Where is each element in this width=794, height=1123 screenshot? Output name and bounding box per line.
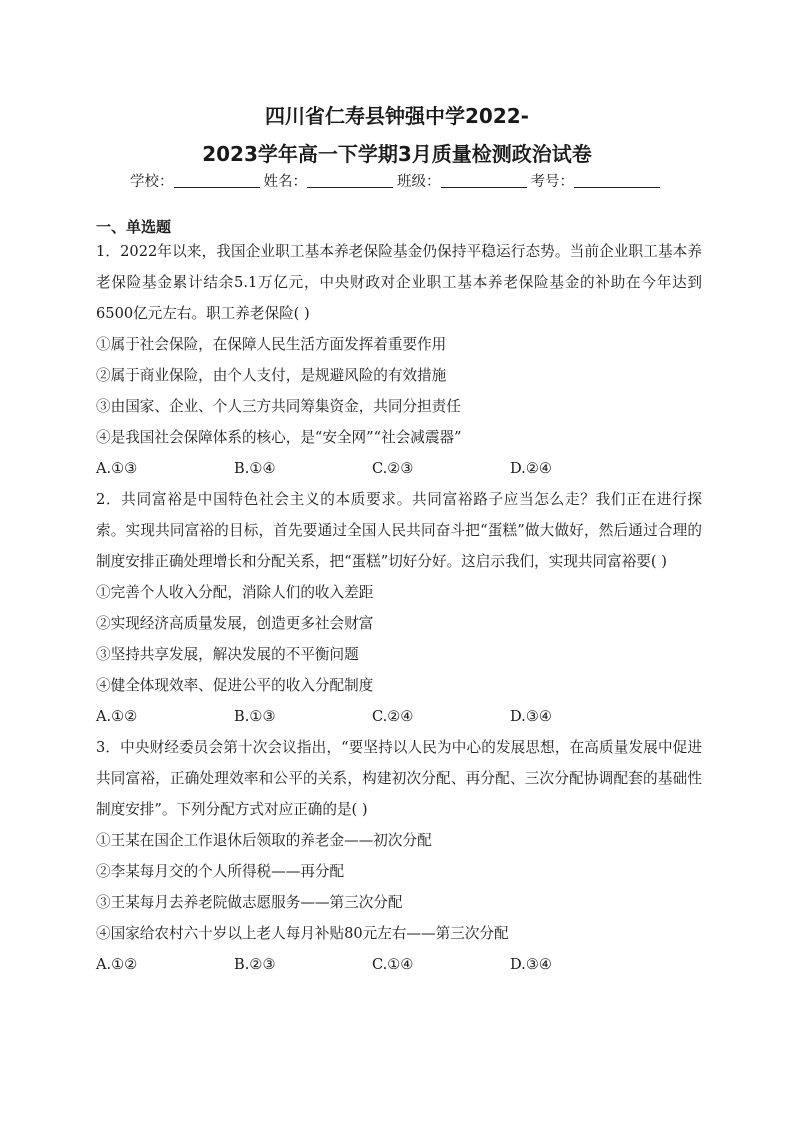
statement-item: ①属于社会保险，在保障人民生活方面发挥着重要作用: [96, 336, 447, 353]
question-1: [96, 236, 702, 484]
choice-c: C.②④: [372, 708, 414, 725]
school-label: 学校：: [130, 174, 174, 190]
choice-b: B.①④: [234, 460, 276, 477]
statement-item: ②实现经济高质量发展，创造更多社会财富: [96, 615, 374, 632]
choice-d: D.③④: [510, 708, 552, 725]
school-blank: [174, 173, 260, 188]
choice-b: B.②③: [234, 956, 276, 973]
statement-item: ③坚持共享发展，解决发展的不平衡问题: [96, 646, 359, 663]
choice-c: C.②③: [372, 460, 414, 477]
question-stem: 1．2022年以来，我国企业职工基本养老保险基金仍保持平稳运行态势。当前企业职工基本养老保险基金累计结余5.1万亿元，中央财政对企业职工基本养老保险基金的补助在今年达到6500亿元左右。职工养老保险( ): [96, 243, 702, 322]
choice-b: B.①③: [234, 708, 276, 725]
name-blank: [307, 173, 393, 188]
class-label: 班级：: [397, 174, 441, 190]
statement-item: ①王某在国企工作退休后领取的养老金——初次分配: [96, 832, 432, 849]
choice-d: D.③④: [510, 956, 552, 973]
answer-choices: [96, 701, 702, 732]
statement-item: ①完善个人收入分配，消除人们的收入差距: [96, 584, 374, 601]
statement-item: ④是我国社会保障体系的核心，是“安全网”“社会减震器”: [96, 429, 462, 446]
statement-item: ③王某每月去养老院做志愿服务——第三次分配: [96, 894, 403, 911]
statement-item: ③由国家、企业、个人三方共同筹集资金，共同分担责任: [96, 398, 461, 415]
title-line-2: 2023学年高一下学期3月质量检测政治试卷: [202, 142, 592, 166]
choice-a: A.①③: [96, 460, 138, 477]
statement-item: ④国家给农村六十岁以上老人每月补贴80元左右——第三次分配: [96, 925, 509, 942]
choice-a: A.①②: [96, 956, 138, 973]
statement-item: ④健全体现效率、促进公平的收入分配制度: [96, 677, 374, 694]
question-stem: 2．共同富裕是中国特色社会主义的本质要求。共同富裕路子应当怎么走？我们正在进行探索。实现共同富裕的目标，首先要通过全国人民共同奋斗把“蛋糕”做大做好，然后通过合理的制度安排正确处理增长和分配关系，把“蛋糕”切好分好。这启示我们，实现共同富裕要( ): [96, 491, 702, 570]
statement-item: ②属于商业保险，由个人支付，是规避风险的有效措施: [96, 367, 447, 384]
answer-choices: [96, 949, 702, 980]
questions-container: [96, 236, 702, 980]
title-line-1: 四川省仁寿县钟强中学2022-: [265, 104, 529, 128]
section-heading: 一、单选题: [96, 218, 172, 236]
answer-choices: [96, 453, 702, 484]
statement-item: ②李某每月交的个人所得税——再分配: [96, 863, 345, 880]
class-blank: [441, 173, 527, 188]
name-label: 姓名：: [263, 174, 307, 190]
choice-c: C.①④: [372, 956, 414, 973]
choice-d: D.②④: [510, 460, 552, 477]
student-info-row: [0, 170, 794, 191]
exam-no-label: 考号：: [530, 174, 574, 190]
question-2: [96, 484, 702, 732]
choice-a: A.①②: [96, 708, 138, 725]
question-stem: 3．中央财经委员会第十次会议指出，“要坚持以人民为中心的发展思想，在高质量发展中促进共同富裕，正确处理效率和公平的关系，构建初次分配、再分配、三次分配协调配套的基础性制度安排”。下列分配方式对应正确的是( ): [96, 739, 702, 818]
question-3: [96, 732, 702, 980]
exam-no-blank: [574, 173, 660, 188]
